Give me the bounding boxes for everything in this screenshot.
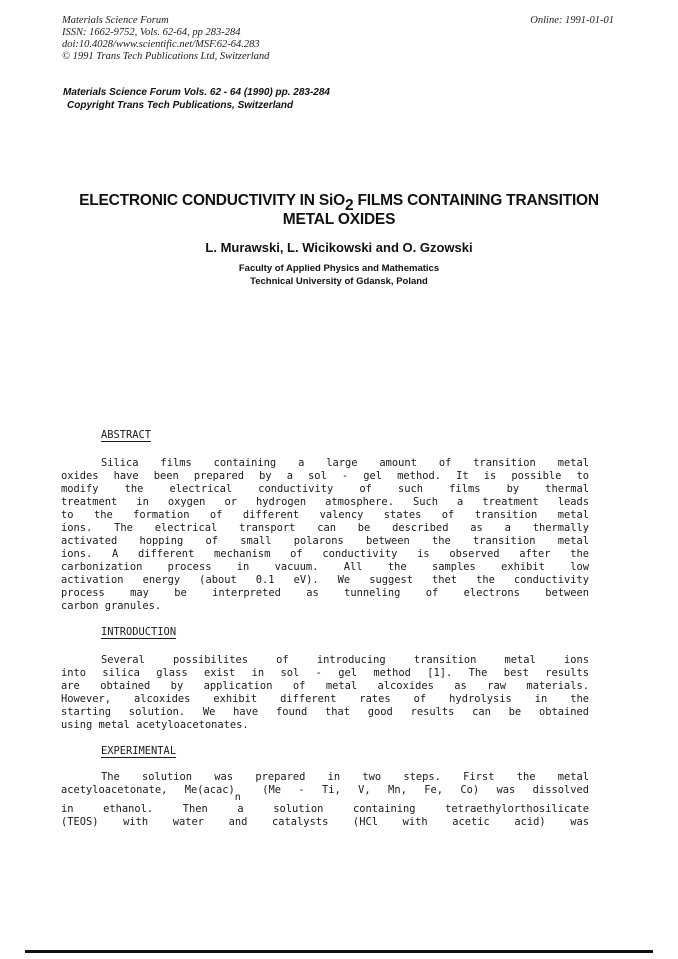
experimental-line: in ethanol. Then a solution containing tetraethylorthosilicate	[61, 803, 589, 815]
title-part-2: FILMS CONTAINING TRANSITION	[353, 192, 599, 209]
abstract-line: activation energy (about 0.1 eV). We suggest thet the conductivity	[61, 574, 589, 586]
issn-line: ISSN: 1662-9752, Vols. 62-64, pp 283-284	[62, 27, 241, 38]
experimental-subscript: n	[234, 792, 241, 803]
abstract-line: treatment in oxygen or hydrogen atmosphere. Such a treatment leads	[61, 496, 589, 508]
title-part-1: ELECTRONIC CONDUCTIVITY IN SiO	[79, 192, 345, 209]
experimental-line-2-rest: (Me - Ti, V, Mn, Fe, Co) was dissolved	[262, 784, 589, 796]
journal-name: Materials Science Forum	[62, 15, 169, 26]
copyright-line: © 1991 Trans Tech Publications Ltd, Switzerland	[62, 51, 270, 62]
abstract-line: to the formation of different valency states of transition metal	[61, 509, 589, 521]
abstract-line: modify the electrical conductivity of such films by thermal	[61, 483, 589, 495]
introduction-line: into silica glass exist in sol - gel method [1]. The best results	[61, 667, 589, 679]
affiliation	[40, 262, 638, 288]
experimental-line-2-start: acetyloacetonate, Me(acac)	[61, 784, 235, 796]
abstract-line: oxides have been prepared by a sol - gel method. It is possible to	[61, 470, 589, 482]
journal-metadata	[62, 15, 269, 63]
experimental-heading: EXPERIMENTAL	[101, 745, 177, 757]
introduction-heading: INTRODUCTION	[101, 626, 177, 638]
introduction-line: using metal acetyloacetonates.	[61, 719, 249, 731]
citation-block	[63, 86, 330, 112]
introduction-line: Several possibilites of introducing transition metal ions	[101, 654, 589, 666]
experimental-line: The solution was prepared in two steps. First the metal	[101, 771, 589, 783]
experimental-body	[61, 771, 589, 829]
abstract-line: carbonization process in vacuum. All the samples exhibit low	[61, 561, 589, 573]
experimental-line: (TEOS) with water and catalysts (HCl with acetic acid) was	[61, 816, 589, 828]
affiliation-line-2: Technical University of Gdansk, Poland	[250, 276, 428, 287]
introduction-line: starting solution. We have found that good results can be obtained	[61, 706, 589, 718]
affiliation-line-1: Faculty of Applied Physics and Mathematics	[238, 263, 440, 274]
introduction-body	[61, 654, 589, 732]
abstract-line: ions. The electrical transport can be described as a thermally	[61, 522, 589, 534]
introduction-line: are obtained by application of metal alcoxides as raw materials.	[61, 680, 589, 692]
title-subscript: 2	[344, 197, 354, 214]
doi-link[interactable]: doi:10.4028/www.scientific.net/MSF.62-64.283	[62, 39, 260, 50]
online-date: Online: 1991-01-01	[530, 15, 614, 26]
author-list: L. Murawski, L. Wicikowski and O. Gzowski	[205, 240, 473, 255]
introduction-line: However, alcoxides exhibit different rates of hydrolysis in the	[61, 693, 589, 705]
citation-line-2: Copyright Trans Tech Publications, Switzerland	[67, 100, 294, 111]
title-line-2: METAL OXIDES	[282, 211, 396, 228]
abstract-heading: ABSTRACT	[101, 429, 152, 441]
abstract-line: carbon granules.	[61, 600, 162, 612]
citation-line-1: Materials Science Forum Vols. 62 - 64 (1990) pp. 283-284	[63, 87, 330, 98]
experimental-line-2	[61, 784, 589, 803]
abstract-line: process may be interpreted as tunneling of electrons between	[61, 587, 589, 599]
abstract-line: ions. A different mechanism of conductivity is observed after the	[61, 548, 589, 560]
abstract-line: Silica films containing a large amount of transition metal	[101, 457, 589, 469]
abstract-body	[61, 457, 589, 613]
abstract-line: activated hopping of small polarons between the transition metal	[61, 535, 589, 547]
paper-title	[40, 191, 638, 229]
footer-rule	[25, 950, 653, 953]
